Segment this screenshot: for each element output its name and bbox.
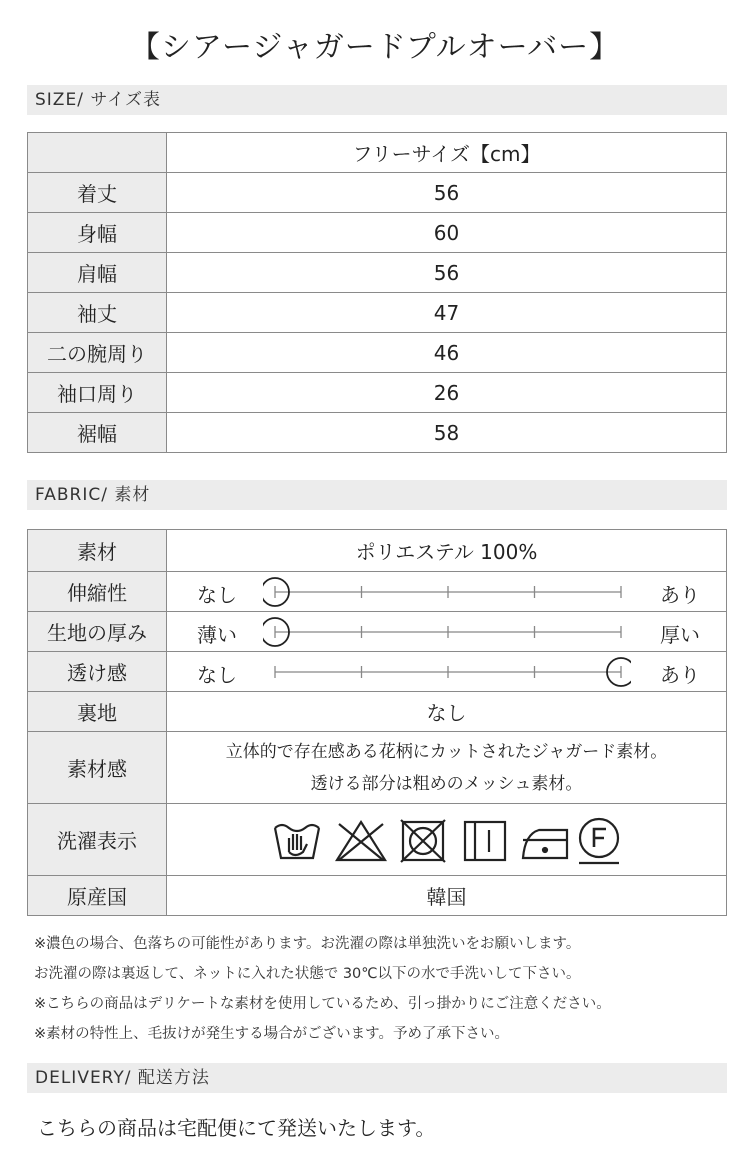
stretch-label: 伸縮性 [28, 572, 167, 612]
sheer-scale [167, 652, 727, 692]
table-row [28, 173, 727, 213]
size-label: 身幅 [28, 213, 167, 253]
size-label: 裾幅 [28, 413, 167, 453]
page-title: 【シアージャガードプルオーバー】 [129, 30, 621, 65]
table-row [28, 612, 727, 652]
table-row [28, 804, 727, 876]
care-label: 洗濯表示 [28, 804, 167, 876]
table-row [28, 213, 727, 253]
note-line: ※こちらの商品はデリケートな素材を使用しているため、引っ掛かりにご注意ください。 [34, 996, 611, 1012]
size-heading: SIZE/ サイズ表 [35, 90, 161, 110]
thickness-scale [167, 612, 727, 652]
texture-label: 素材感 [28, 732, 167, 804]
stretch-scale [167, 572, 727, 612]
delivery-text: こちらの商品は宅配便にて発送いたします。 [37, 1116, 436, 1140]
texture-line: 透ける部分は粗めのメッシュ素材。 [310, 773, 583, 794]
size-col-header: フリーサイズ【cm】 [167, 133, 727, 173]
table-row [28, 692, 727, 732]
texture-line: 立体的で存在感ある花柄にカットされたジャガード素材。 [225, 741, 668, 762]
size-value: 56 [167, 173, 727, 213]
delivery-section-header [27, 1063, 727, 1093]
table-row [28, 373, 727, 413]
thickness-label: 生地の厚み [28, 612, 167, 652]
iron-low-icon [523, 830, 567, 858]
origin-value: 韓国 [167, 876, 727, 916]
note-line: ※濃色の場合、色落ちの可能性があります。お洗濯の際は単独洗いをお願いします。 [34, 936, 581, 952]
size-value: 58 [167, 413, 727, 453]
sheer-scale-graphic [263, 656, 631, 688]
table-row [28, 133, 727, 173]
empty-header-cell [28, 133, 167, 173]
table-row [28, 652, 727, 692]
table-row [28, 293, 727, 333]
dry-clean-f-icon [579, 819, 619, 863]
texture-value [167, 732, 727, 804]
size-section-header [27, 85, 727, 115]
thickness-right-label: 厚い [660, 623, 700, 647]
line-dry-icon [465, 822, 505, 860]
fabric-section-header [27, 480, 727, 510]
thickness-scale-graphic [263, 616, 631, 648]
lining-label: 裏地 [28, 692, 167, 732]
size-value: 46 [167, 333, 727, 373]
table-row [28, 530, 727, 572]
size-value: 47 [167, 293, 727, 333]
stretch-scale-graphic [263, 576, 631, 608]
sheer-right-label: あり [660, 663, 700, 687]
size-label: 袖丈 [28, 293, 167, 333]
stretch-right-label: あり [660, 583, 700, 607]
stretch-left-label: なし [197, 583, 237, 607]
no-tumble-dry-icon [401, 820, 445, 862]
sheer-left-label: なし [197, 663, 237, 687]
size-label: 着丈 [28, 173, 167, 213]
sheer-label: 透け感 [28, 652, 167, 692]
table-row [28, 333, 727, 373]
size-table [27, 132, 727, 453]
table-row [28, 253, 727, 293]
material-value: ポリエステル 100% [167, 530, 727, 572]
no-bleach-icon [337, 822, 385, 860]
note-line: お洗濯の際は裏返して、ネットに入れた状態で 30℃以下の水で手洗いして下さい。 [34, 966, 581, 982]
size-value: 56 [167, 253, 727, 293]
thickness-left-label: 薄い [197, 623, 237, 647]
delivery-heading: DELIVERY/ 配送方法 [35, 1068, 210, 1088]
size-label: 肩幅 [28, 253, 167, 293]
lining-value: なし [167, 692, 727, 732]
origin-label: 原産国 [28, 876, 167, 916]
hand-wash-icon [275, 825, 319, 858]
material-label: 素材 [28, 530, 167, 572]
table-row [28, 413, 727, 453]
size-value: 26 [167, 373, 727, 413]
size-label: 袖口周り [28, 373, 167, 413]
table-row [28, 572, 727, 612]
fabric-heading: FABRIC/ 素材 [35, 485, 151, 505]
table-row [28, 876, 727, 916]
note-line: ※素材の特性上、毛抜けが発生する場合がございます。予め了承下さい。 [34, 1026, 509, 1042]
size-label: 二の腕周り [28, 333, 167, 373]
fabric-table [27, 529, 727, 916]
size-value: 60 [167, 213, 727, 253]
care-symbols [167, 804, 727, 876]
table-row [28, 732, 727, 804]
